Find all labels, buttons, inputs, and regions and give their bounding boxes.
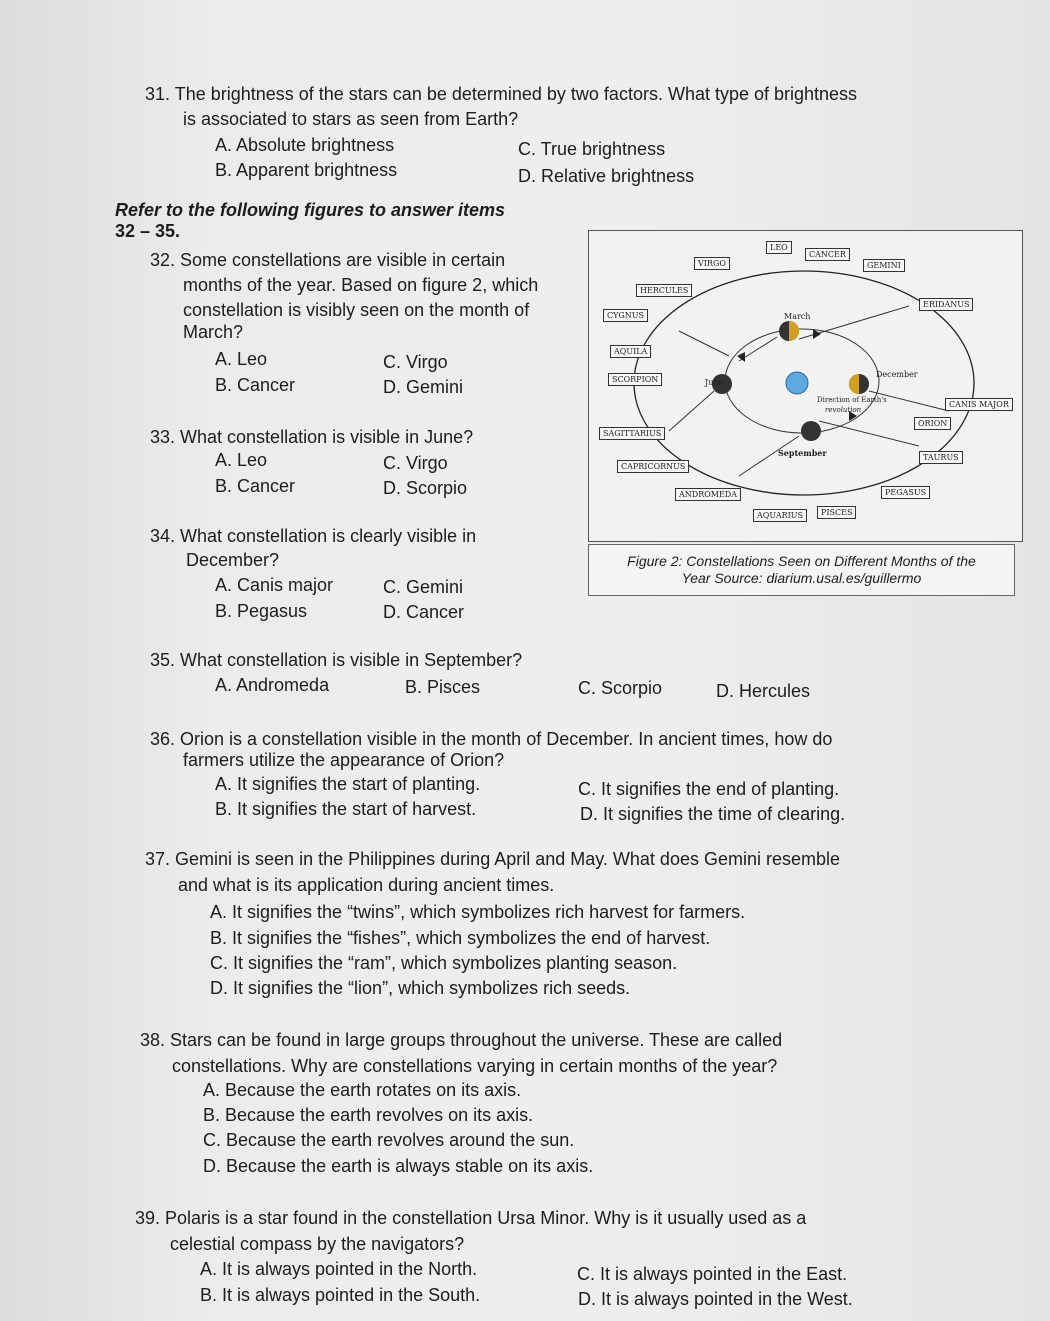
figure-caption-line-1: Figure 2: Constellations Seen on Different Months of the [627,553,976,569]
q39-option-b[interactable]: B. It is always pointed in the South. [200,1285,481,1305]
q31-option-c[interactable]: C. True brightness [518,139,666,159]
q37-option-a[interactable]: A. It signifies the “twins”, which symbolizes rich harvest for farmers. [210,902,746,922]
q33-option-b[interactable]: B. Cancer [215,476,296,496]
earth-march-lit [789,321,799,341]
label-leo: LEO [766,241,792,254]
q36-line-1: 36. Orion is a constellation visible in the month of December. In ancient times, how do [150,729,833,749]
q35-line-1: 35. What constellation is visible in September? [150,650,523,670]
q34-option-d[interactable]: D. Cancer [383,602,465,622]
q32-option-a[interactable]: A. Leo [215,349,268,369]
q32-option-d[interactable]: D. Gemini [383,377,464,397]
q36-option-b[interactable]: B. It signifies the start of harvest. [215,799,477,819]
q34-line-1: 34. What constellation is clearly visible in [150,526,477,546]
q38-line-2: constellations. Why are constellations varying in certain months of the year? [172,1056,778,1076]
label-pegasus: PEGASUS [881,486,930,499]
q36-option-d[interactable]: D. It signifies the time of clearing. [580,804,846,824]
q35-option-a[interactable]: A. Andromeda [215,675,330,695]
q34-option-c[interactable]: C. Gemini [383,577,464,597]
q31-option-b[interactable]: B. Apparent brightness [215,160,398,180]
q31-stem: 31. The brightness of the stars can be determined by two factors. What type of brightness [145,84,858,104]
label-taurus: TAURUS [919,451,963,464]
earth-december-lit [849,374,859,394]
q35-option-d[interactable]: D. Hercules [716,681,811,701]
label-eridanus: ERIDANUS [919,298,973,311]
q37-line-2: and what is its application during ancient times. [178,875,555,895]
figure-2-diagram [588,230,1023,542]
label-hercules: HERCULES [636,284,692,297]
refer-item-range: 32 – 35. [115,221,181,241]
arrow-head [737,352,745,362]
label-virgo: VIRGO [694,257,730,270]
q38-option-d[interactable]: D. Because the earth is always stable on its axis. [203,1156,594,1176]
q32-line-4: March? [183,322,244,342]
label-capricornus: CAPRICORNUS [617,460,689,473]
q33-option-c[interactable]: C. Virgo [383,453,448,473]
label-pisces: PISCES [817,506,856,519]
label-aquarius: AQUARIUS [753,509,807,522]
q35-option-b[interactable]: B. Pisces [405,677,481,697]
ray-line [679,331,729,356]
label-cygnus: CYGNUS [603,309,648,322]
q39-option-c[interactable]: C. It is always pointed in the East. [577,1264,848,1284]
label-june: June [705,378,724,387]
q34-option-b[interactable]: B. Pegasus [215,601,308,621]
label-march: March [784,312,811,321]
q35-option-c[interactable]: C. Scorpio [578,678,663,698]
q39-line-2: celestial compass by the navigators? [170,1234,465,1254]
q36-option-c[interactable]: C. It signifies the end of planting. [578,779,840,799]
q32-line-3: constellation is visibly seen on the month of [183,300,530,320]
label-cancer: CANCER [805,248,850,261]
q32-option-c[interactable]: C. Virgo [383,352,448,372]
q37-option-c[interactable]: C. It signifies the “ram”, which symbolizes planting season. [210,953,678,973]
q32-line-1: 32. Some constellations are visible in certain [150,250,506,270]
ray-line [819,421,919,446]
figure-caption-line-2: Year Source: diarium.usal.es/guillermo [681,570,922,586]
q33-option-a[interactable]: A. Leo [215,450,268,470]
q31-option-a[interactable]: A. Absolute brightness [215,135,395,155]
sun [786,372,808,394]
q32-line-2: months of the year. Based on figure 2, which [183,275,539,295]
label-direction: Direction of Earth's [817,396,887,404]
figure-caption-box [588,544,1015,596]
q37-line-1: 37. Gemini is seen in the Philippines during April and May. What does Gemini resemble [145,849,841,869]
q36-line-2: farmers utilize the appearance of Orion? [183,750,505,770]
label-december: December [876,370,918,379]
label-sagittarius: SAGITTARIUS [599,427,665,440]
label-orion: ORION [914,417,951,430]
q37-option-b[interactable]: B. It signifies the “fishes”, which symbolizes the end of harvest. [210,928,711,948]
q33-option-d[interactable]: D. Scorpio [383,478,468,498]
label-andromeda: ANDROMEDA [675,488,741,501]
q39-option-a[interactable]: A. It is always pointed in the North. [200,1259,478,1279]
q31-option-d[interactable]: D. Relative brightness [518,166,695,186]
q33-line-1: 33. What constellation is visible in June? [150,427,474,447]
label-gemini: GEMINI [863,259,905,272]
q38-option-b[interactable]: B. Because the earth revolves on its axis. [203,1105,534,1125]
ray-line [669,391,714,431]
q32-option-b[interactable]: B. Cancer [215,375,296,395]
label-aquila: AQUILA [610,345,651,358]
label-revolution: revolution [825,406,862,414]
q37-option-d[interactable]: D. It signifies the “lion”, which symbolizes rich seeds. [210,978,631,998]
q38-line-1: 38. Stars can be found in large groups throughout the universe. These are called [140,1030,783,1050]
q39-line-1: 39. Polaris is a star found in the constellation Ursa Minor. Why is it usually used as a [135,1208,807,1228]
q34-line-2: December? [186,550,280,570]
label-september: September [778,448,827,458]
orbit-diagram-svg [589,231,1022,541]
label-scorpion: SCORPION [608,373,662,386]
q38-option-c[interactable]: C. Because the earth revolves around the sun. [203,1130,575,1150]
q39-option-d[interactable]: D. It is always pointed in the West. [578,1289,853,1309]
q34-option-a[interactable]: A. Canis major [215,575,334,595]
q31-stem-2: is associated to stars as seen from Earth? [183,109,519,129]
label-canis-major: CANIS MAJOR [945,398,1013,411]
refer-instruction: Refer to the following figures to answer items [115,200,506,220]
q36-option-a[interactable]: A. It signifies the start of planting. [215,774,481,794]
earth-september [801,421,821,441]
q38-option-a[interactable]: A. Because the earth rotates on its axis. [203,1080,522,1100]
